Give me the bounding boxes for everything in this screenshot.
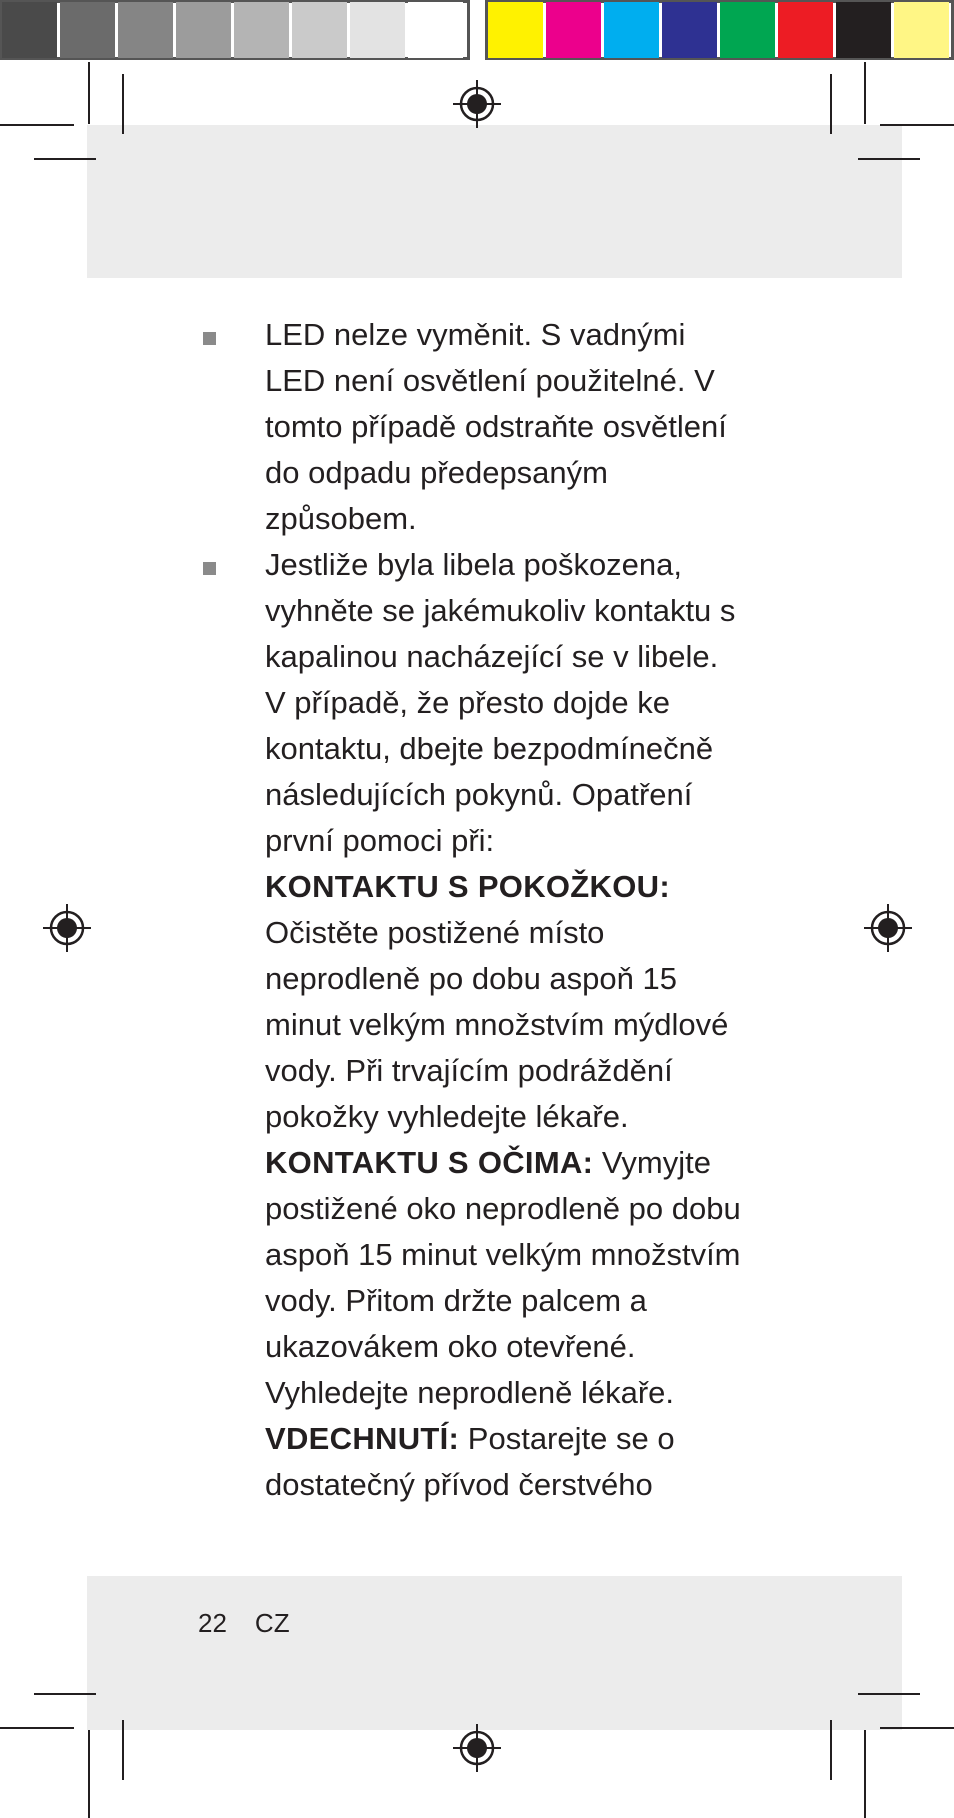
list-item [265, 542, 745, 1508]
color-swatch [720, 2, 775, 58]
color-swatch [408, 2, 463, 58]
color-swatch [662, 2, 717, 58]
eye-contact-paragraph [265, 1140, 745, 1416]
inhalation-text: Postarejte se o dostatečný přívod čerstvého [265, 1421, 675, 1502]
registration-mark-top [453, 80, 501, 128]
bullet-square-icon [203, 332, 216, 345]
skin-contact-text: Očistěte postižené místo neprodleně po dobu aspoň 15 minut velkým množstvím mýdlové vody. Při trvajícím podráždění pokožky vyhledejte lékaře. [265, 915, 729, 1134]
skin-contact-heading: KONTAKTU S POKOŽKOU: [265, 869, 670, 904]
bullet-text: LED nelze vyměnit. S vadnými LED není osvětlení použitelné. V tomto případě odstraňte osvětlení do odpadu předepsaným způsobem. [265, 317, 727, 536]
color-swatch [176, 2, 231, 58]
eye-contact-heading: KONTAKTU S OČIMA: [265, 1145, 594, 1180]
color-swatch [2, 2, 57, 58]
bullet-square-icon [203, 562, 216, 575]
color-swatch [778, 2, 833, 58]
inhalation-paragraph [265, 1416, 745, 1508]
color-swatch [60, 2, 115, 58]
safety-instructions [265, 312, 745, 1508]
color-swatch [234, 2, 289, 58]
color-swatch [836, 2, 891, 58]
page-number: 22 [198, 1608, 227, 1638]
color-swatch [118, 2, 173, 58]
header-band [87, 125, 902, 278]
eye-contact-text: Vymyjte postižené oko neprodleně po dobu aspoň 15 minut velkým množstvím vody. Přitom držte palcem a ukazovákem oko otevřené. Vyhledejte neprodleně lékaře. [265, 1145, 741, 1410]
inhalation-heading: VDECHNUTÍ: [265, 1421, 460, 1456]
list-item [265, 312, 745, 542]
color-swatch [488, 2, 543, 58]
page-footer [198, 1605, 318, 1641]
language-code: CZ [254, 1608, 290, 1638]
bullet-text: Jestliže byla libela poškozena, vyhněte se jakémukoliv kontaktu s kapalinou nacházející se v libele. V případě, že přesto dojde ke kontaktu, dbejte bezpodmínečně následujících pokynů. Opatření první pomoci při: [265, 547, 736, 858]
color-swatch [604, 2, 659, 58]
color-swatch [894, 2, 949, 58]
registration-mark-right [864, 904, 912, 952]
color-swatch [292, 2, 347, 58]
color-swatch [350, 2, 405, 58]
footer-band [87, 1576, 902, 1730]
registration-mark-bottom [453, 1724, 501, 1772]
registration-mark-left [43, 904, 91, 952]
color-swatch [546, 2, 601, 58]
